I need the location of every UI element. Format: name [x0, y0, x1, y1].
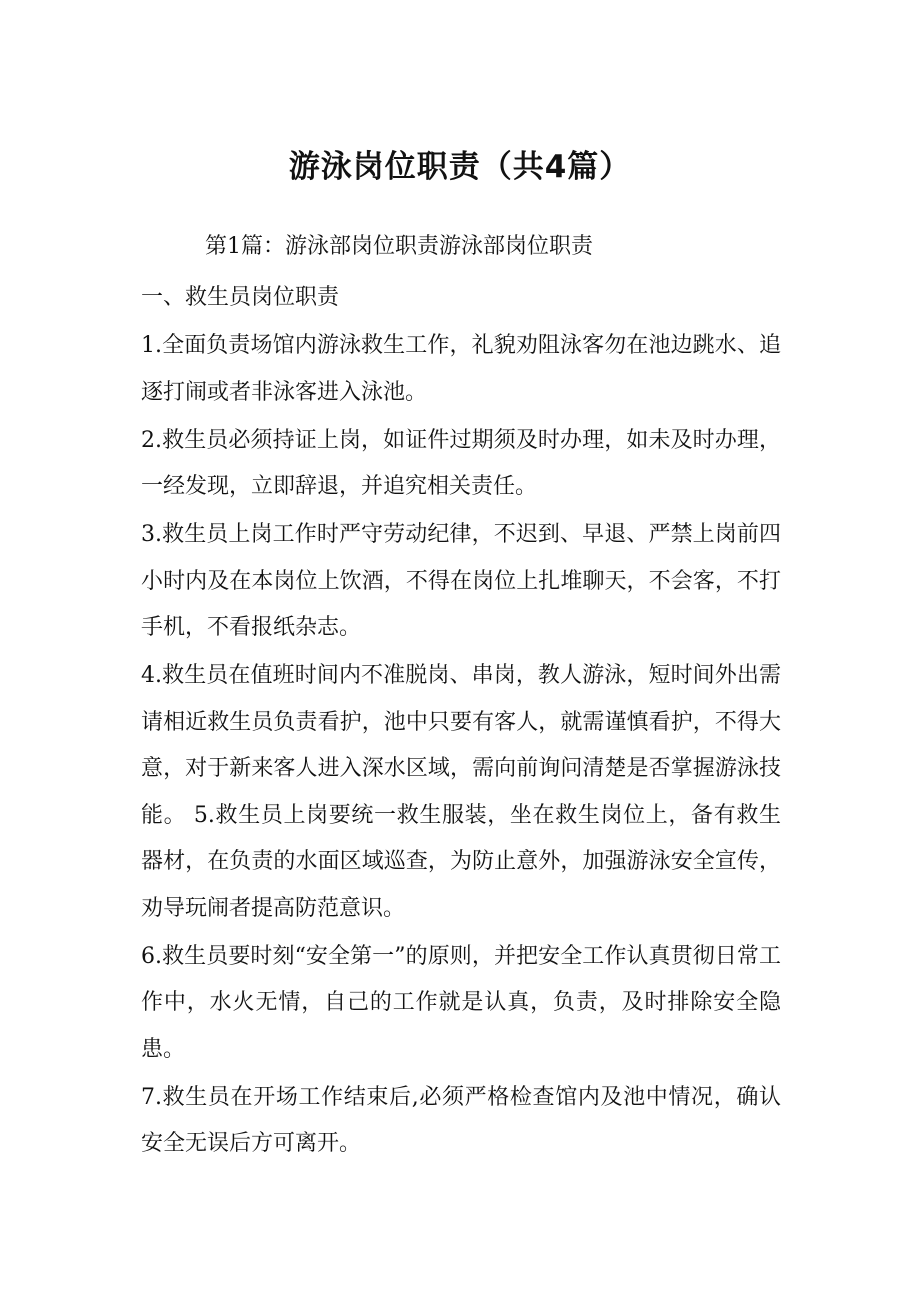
document-title: 游泳岗位职责（共4篇） — [288, 149, 632, 185]
duty-item-6: 6.救生员要时刻“安全第一”的原则，并把安全工作认真贯彻日常工作中，水火无情，自己的工作就是认真，负责，及时排除安全隐患。 — [141, 943, 781, 1062]
document-body — [141, 224, 781, 1169]
chapter-heading: 第1篇：游泳部岗位职责游泳部岗位职责 — [205, 234, 593, 259]
duty-item-2: 2.救生员必须持证上岗，如证件过期须及时办理，如未及时办理，一经发现，立即辞退，并追究相关责任。 — [141, 427, 781, 499]
section-heading: 一、救生员岗位职责 — [141, 284, 340, 310]
duty-item-3: 3.救生员上岗工作时严守劳动纪律，不迟到、早退、严禁上岗前四小时内及在本岗位上饮酒，不得在岗位上扎堆聊天，不会客，不打手机，不看报纸杂志。 — [141, 522, 781, 640]
duty-item-4-5: 4.救生员在值班时间内不准脱岗、串岗，教人游泳，短时间外出需请相近救生员负责看护，池中只要有客人，就需谨慎看护，不得大意，对于新来客人进入深水区域，需向前询问清楚是否掌握游泳技能。 5.救生员上岗要统一救生服装，坐在救生岗位上，备有救生器材，在负责的水面区域巡查，为防止意外，加强游泳安全宣传，劝导玩闹者提高防范意识。 — [141, 663, 781, 921]
duty-item-1: 1.全面负责场馆内游泳救生工作，礼貌劝阻泳客勿在池边跳水、追逐打闹或者非泳客进入泳池。 — [141, 333, 781, 405]
duty-item-7: 7.救生员在开场工作结束后,必须严格检查馆内及池中情况，确认安全无误后方可离开。 — [141, 1084, 781, 1156]
